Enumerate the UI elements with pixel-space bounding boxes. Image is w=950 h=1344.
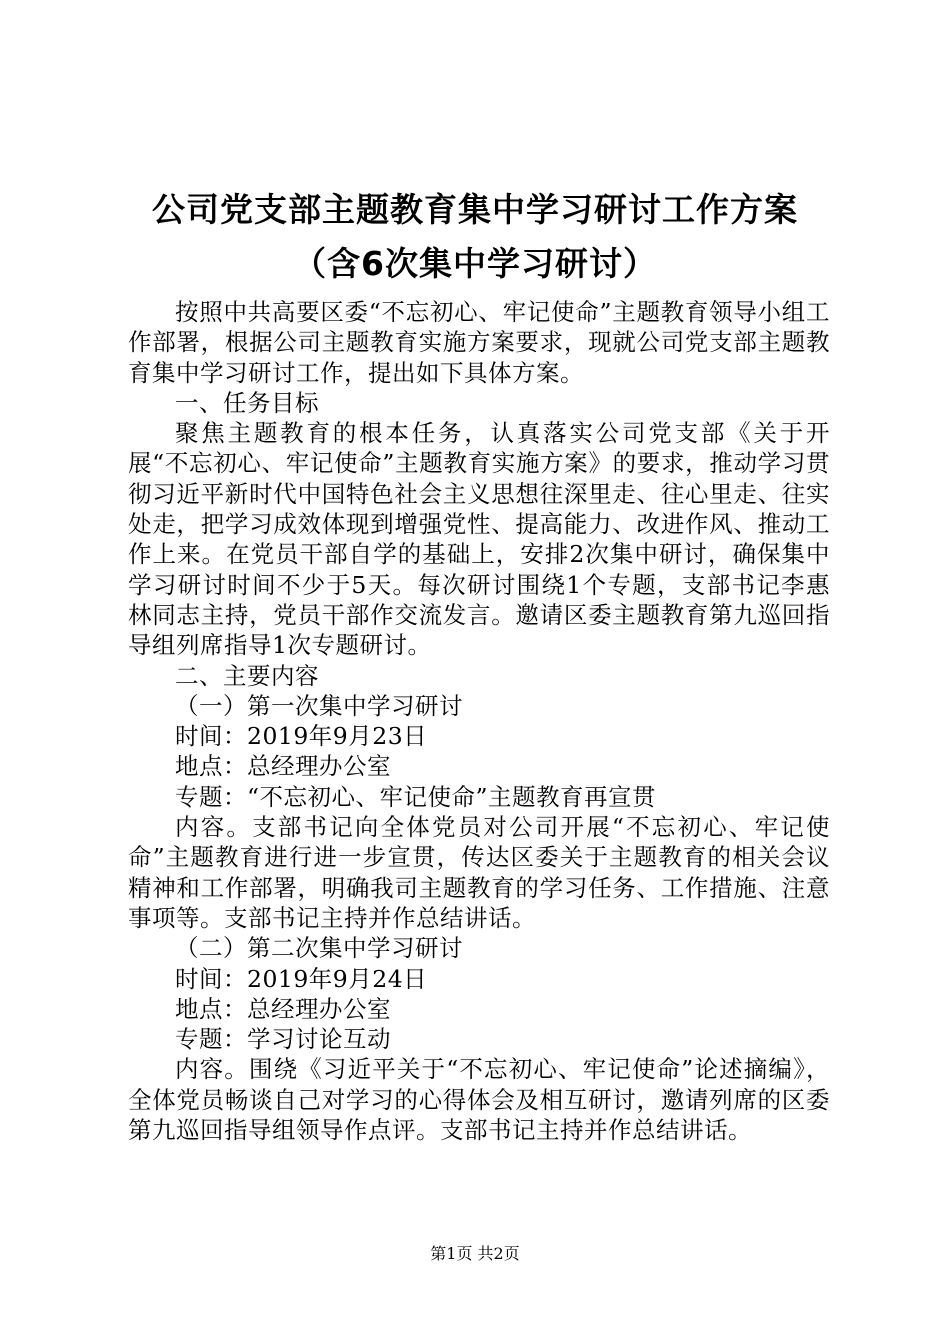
section2-heading: 二、主要内容 [175, 661, 319, 690]
session2-heading: （二）第二次集中学习研讨 [175, 934, 463, 963]
page-number-footer: 第1页 共2页 [430, 1244, 520, 1263]
session1-topic: 专题：“不忘初心、牢记使命”主题教育再宣贯 [175, 782, 657, 811]
session2-place: 地点：总经理办公室 [175, 994, 391, 1023]
document-title-line1: 公司党支部主题教育集中学习研讨工作方案 [152, 190, 798, 229]
session1-content: 内容。支部书记向全体党员对公司开展“不忘初心、牢记使命”主题教育进行进一步宣贯，传达区委关于主题教育的相关会议精神和工作部署，明确我司主题教育的学习任务、工作措施、注意事项等。支部书记主持并作总结讲话。 [128, 813, 830, 932]
session1-time: 时间：2019年9月23日 [175, 722, 428, 751]
intro-paragraph: 按照中共高要区委“不忘初心、牢记使命”主题教育领导小组工作部署，根据公司主题教育实施方案要求，现就公司党支部主题教育集中学习研讨工作，提出如下具体方案。 [128, 298, 830, 387]
document-title-line2: （含6次集中学习研讨） [293, 244, 657, 283]
session1-heading: （一）第一次集中学习研讨 [175, 691, 463, 720]
document-body [128, 297, 830, 1145]
session1-place: 地点：总经理办公室 [175, 752, 391, 781]
session2-topic: 专题：学习讨论互动 [175, 1025, 391, 1054]
session2-content: 内容。围绕《习近平关于“不忘初心、牢记使命”论述摘编》，全体党员畅谈自己对学习的心得体会及相互研讨，邀请列席的区委第九巡回指导组领导作点评。支部书记主持并作总结讲话。 [128, 1055, 830, 1145]
section1-paragraph: 聚焦主题教育的根本任务，认真落实公司党支部《关于开展“不忘初心、牢记使命”主题教育实施方案》的要求，推动学习贯彻习近平新时代中国特色社会主义思想往深里走、往心里走、往实处走，把学习成效体现到增强党性、提高能力、改进作风、推动工作上来。在党员干部自学的基础上，安排2次集中研讨，确保集中学习研讨时间不少于5天。每次研讨围绕1个专题，支部书记李惠林同志主持，党员干部作交流发言。邀请区委主题教育第九巡回指导组列席指导1次专题研讨。 [128, 419, 830, 660]
section1-heading: 一、任务目标 [175, 388, 319, 417]
session2-time: 时间：2019年9月24日 [175, 964, 428, 993]
